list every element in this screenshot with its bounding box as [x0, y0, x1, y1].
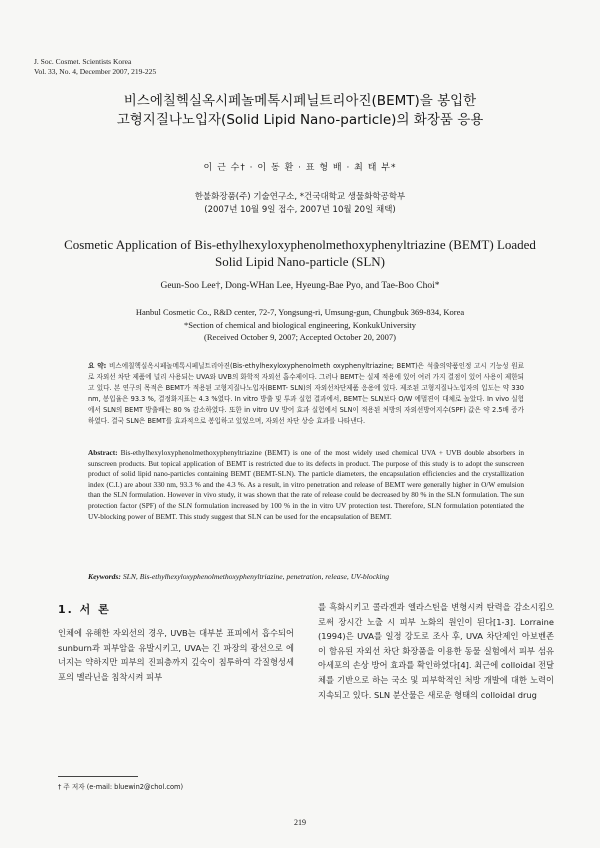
title-english	[0, 236, 600, 270]
keywords-text: SLN, Bis-ethylhexyloxyphenolmethoxyphenyltriazine, penetration, release, UV-blocking	[122, 572, 390, 581]
affiliation-english-dates: (Received October 9, 2007; Accepted October 20, 2007)	[204, 332, 396, 342]
abstract-english-text: Bis-ethylhexyloxyphenolmethoxyphenyltriazine (BEMT) is one of the most widely used chemical UVA + UVB double absorbers in sunscreen products. But topical application of BEMT is restricted due to its defects in product. The purpose of this study is to adopt the sunscreen product of solid lipid nano-particles containing BEMT (BEMT-SLN). The particle diameters, the encapsulation efficiencies and the crystallization index (C.I.) are about 330 nm, 93.3 % and the 4.3 %. As a result, in vitro penetration and release of BEMT were generally higher in O/W emulsion than the SLN formulation. However in vivo study, it was shown that the rate of release could be decreased by 80 % in the SLN formulation. The sun protection factor (SPF) of the SLN formulation increased by 100 % in the in vitro UV protection test. Therefore, SLN formulation potentiated the UV-blocking power of BEMT. This study suggest that SLN can be used for the encapsulation of BEMT.	[88, 448, 524, 521]
footnote-divider	[58, 776, 138, 777]
affiliation-english	[0, 306, 600, 344]
keywords	[88, 572, 524, 581]
section-heading: 1. 서 론	[58, 603, 111, 616]
affiliation-english-line2: *Section of chemical and biological engineering, KonkukUniversity	[183, 319, 417, 330]
authors-english: Geun-Soo Lee†, Dong-WHan Lee, Hyeung-Bae Pyo, and Tae-Boo Choi*	[160, 281, 440, 291]
abstract-english-label: Abstract:	[88, 448, 118, 457]
body-column-left: 인체에 유해한 자외선의 경우, UVB는 대부분 표피에서 흡수되어 sunburn과 피부암을 유발시키고, UVA는 긴 파장의 광선으로 에너지는 약하지만 피부의 진피층까지 깊숙이 침투하여 각질형성세포의 멜라닌을 침착시켜 피부	[58, 628, 294, 682]
body-column-right: 를 흑화시키고 콜라겐과 엘라스틴을 변형시켜 탄력을 감소시킴으로써 장시간 노출 시 피부 노화의 원인이 된다[1-3]. Lorraine (1994)은 UVA를 일정 강도로 조사 후, UVA 차단제인 아보벤존이 함유된 자외선 차단 화장품을 이용한 동물 실험에서 피부 섬유아세포의 손상 방어 효과를 확인하였다[4]. 최근에 colloidal 전달체를 기반으로 하는 국소 및 피부학적인 처방 개발에 대한 노력이 지속되고 있다. SLN 분산물은 새로운 형태의 colloidal drug	[318, 602, 554, 700]
journal-info	[34, 57, 156, 77]
title-korean	[0, 92, 600, 130]
affiliation-korean	[0, 191, 600, 217]
affiliation-korean-dates: (2007년 10월 9일 접수, 2007년 10월 20일 채택)	[204, 205, 396, 215]
title-english-line1: Cosmetic Application of Bis-ethylhexyloxyphenolmethoxyphenyltriazine (BEMT) Loaded	[64, 237, 536, 252]
affiliation-korean-line1: 한불화장품(주) 기술연구소, *건국대학교 생물화학공학부	[194, 192, 406, 202]
affiliation-english-line1: Hanbul Cosmetic Co., R&D center, 72-7, Yongsung-ri, Umsung-gun, Chungbuk 369-834, Korea	[135, 307, 465, 317]
title-korean-line2: 고형지질나노입자(Solid Lipid Nano-particle)의 화장품 응용	[116, 112, 484, 128]
authors-korean: 이 근 수† · 이 동 환 · 표 형 배 · 최 태 부*	[203, 163, 397, 173]
journal-volume: Vol. 33, No. 4, December 2007, 219-225	[34, 67, 157, 76]
page-number: 219	[294, 818, 306, 827]
abstract-korean-text: 비스에칠헥실옥시페놀메톡시페닐트리아진(Bis-ethylhexyloxyphenolmeth oxyphenyltriazine; BEMT)은 석출의약품인정 고시 기능성 원료로 자외선 차단 제품에 널리 사용되는 UVA와 UVB의 화학적 자외선 흡수제이다. 그러나 BEMT는 실제 적용에 있어 여러 가지 결점이 있어 사용이 제한되고 있다. 본 연구의 목적은 BEMT가 적용된 고형지질나노입자(BEMT- SLN)의 자외선차단제품 응용에 있다. 제조된 고형지질나노입자의 입도는 약 330 nm, 봉입율은 93.3 %, 결정화지표는 4.3 %였다. In vitro 방출 및 투과 실험 결과에서, BEMT는 SLN보다 O/W 에멀젼이 대체로 높았다. In vivo 실험에서 SLN의 BEMT 방출배는 80 % 감소하였다. 또한 in vitro UV 방어 효과 실험에서 SLN이 적용된 처방의 자외선방어지수(SPF) 값은 약 2.5배 증가하였다. 결국 SLN은 BEMT를 효과적으로 봉입하고 있었으며, 자외선 차단 상승 효과를 나타낸다.	[88, 362, 524, 425]
abstract-english	[88, 448, 524, 522]
footnote: † 주 저자 (e-mail: bluewin2@chol.com)	[58, 783, 184, 791]
title-english-line2: Solid Lipid Nano-particle (SLN)	[214, 254, 386, 269]
abstract-korean-label: 요 약:	[88, 362, 107, 370]
title-korean-line1: 비스에칠헥실옥시페놀메톡시페닐트리아진(BEMT)을 봉입한	[123, 93, 477, 109]
keywords-label: Keywords:	[88, 572, 121, 581]
journal-name: J. Soc. Cosmet. Scientists Korea	[34, 57, 132, 66]
abstract-korean	[88, 361, 524, 427]
